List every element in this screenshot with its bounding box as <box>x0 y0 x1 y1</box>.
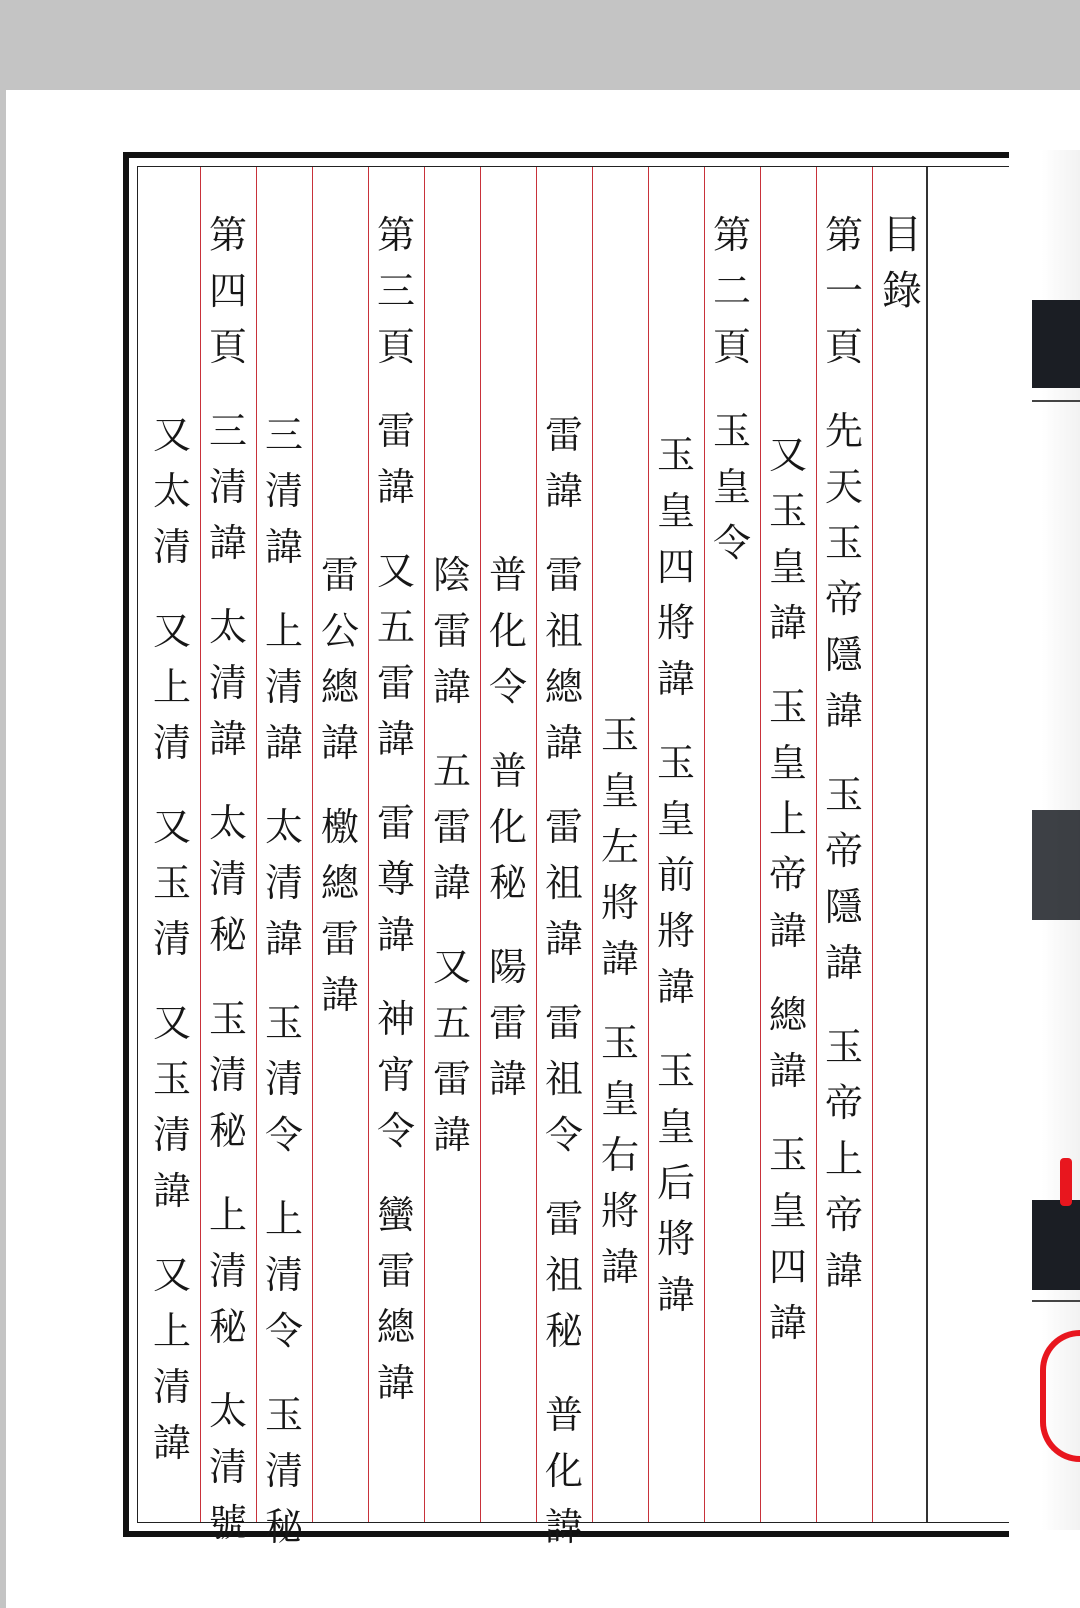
toc-char: 玉 <box>768 489 807 533</box>
entry-gap <box>816 991 872 1019</box>
toc-char: 陽 <box>488 945 527 989</box>
entry-gap <box>256 1359 312 1387</box>
toc-char: 令 <box>264 1113 303 1157</box>
toc-char: 總 <box>320 665 359 709</box>
toc-char: 諱 <box>600 937 639 981</box>
entry-gap <box>536 519 592 547</box>
toc-char: 太 <box>152 469 191 513</box>
toc-char: 令 <box>544 1113 583 1157</box>
column-rule <box>926 167 928 1522</box>
toc-char: 帝 <box>824 1193 863 1237</box>
toc-char: 又 <box>152 1001 191 1045</box>
toc-char: 化 <box>544 1449 583 1493</box>
toc-char: 三 <box>208 409 247 453</box>
toc-char: 祖 <box>544 1057 583 1101</box>
toc-char: 諱 <box>544 1505 583 1549</box>
toc-char: 諱 <box>432 665 471 709</box>
entry-gap <box>256 771 312 799</box>
toc-char: 諱 <box>320 721 359 765</box>
toc-char: 祖 <box>544 861 583 905</box>
toc-char: 化 <box>488 805 527 849</box>
toc-char: 秘 <box>544 1309 583 1353</box>
binding-line <box>1032 400 1080 402</box>
toc-char: 清 <box>264 861 303 905</box>
toc-char: 雷 <box>320 553 359 597</box>
toc-char: 玉 <box>600 713 639 757</box>
toc-column-2 <box>760 427 816 1351</box>
toc-char: 皇 <box>768 741 807 785</box>
toc-char: 隱 <box>824 885 863 929</box>
toc-char: 諱 <box>376 465 415 509</box>
toc-char: 諱 <box>376 717 415 761</box>
toc-char: 令 <box>712 521 751 565</box>
toc-char: 諱 <box>320 973 359 1017</box>
toc-char: 諱 <box>208 717 247 761</box>
toc-char: 雷 <box>544 805 583 849</box>
toc-char: 諱 <box>600 1245 639 1289</box>
toc-char: 諱 <box>544 917 583 961</box>
toc-char: 頁 <box>712 325 751 369</box>
toc-char: 又 <box>152 1253 191 1297</box>
toc-char: 秘 <box>264 1505 303 1549</box>
toc-char: 令 <box>264 1309 303 1353</box>
toc-char: 諱 <box>768 1301 807 1345</box>
toc-char: 諱 <box>768 1049 807 1093</box>
toc-char: 祖 <box>544 609 583 653</box>
toc-char: 清 <box>152 525 191 569</box>
entry-gap <box>368 963 424 991</box>
toc-char: 雷 <box>376 409 415 453</box>
toc-char: 皇 <box>600 1077 639 1121</box>
toc-column-9 <box>368 207 424 1411</box>
toc-char: 將 <box>600 1189 639 1233</box>
toc-char: 頁 <box>208 325 247 369</box>
toc-char: 右 <box>600 1133 639 1177</box>
toc-char: 諱 <box>656 657 695 701</box>
toc-char: 清 <box>264 1449 303 1493</box>
toc-char: 諱 <box>824 941 863 985</box>
toc-char: 玉 <box>152 1057 191 1101</box>
binding-margin <box>1032 150 1080 1530</box>
entry-gap <box>312 771 368 799</box>
toc-char: 玉 <box>712 409 751 453</box>
toc-char: 雷 <box>544 1197 583 1241</box>
toc-char: 雷 <box>544 413 583 457</box>
page-sheet <box>6 90 1080 1608</box>
toc-char: 諱 <box>824 689 863 733</box>
toc-char: 雷 <box>432 805 471 849</box>
toc-column-6 <box>536 407 592 1555</box>
toc-char: 又 <box>152 805 191 849</box>
toc-char: 諱 <box>824 1249 863 1293</box>
toc-char: 宵 <box>376 1053 415 1097</box>
entry-gap <box>480 911 536 939</box>
toc-char: 蠻 <box>376 1193 415 1237</box>
toc-char: 又 <box>152 413 191 457</box>
toc-char: 普 <box>544 1393 583 1437</box>
entry-gap <box>200 571 256 599</box>
toc-char: 皇 <box>656 797 695 841</box>
toc-char: 前 <box>656 853 695 897</box>
entry-gap <box>536 1163 592 1191</box>
entry-gap <box>760 1099 816 1127</box>
entry-gap <box>368 1159 424 1187</box>
entry-gap <box>256 1163 312 1191</box>
entry-gap <box>200 767 256 795</box>
entry-gap <box>648 1015 704 1043</box>
toc-char: 清 <box>208 465 247 509</box>
entry-gap <box>200 1355 256 1383</box>
toc-char: 四 <box>768 1245 807 1289</box>
toc-char: 總 <box>320 861 359 905</box>
entry-gap <box>144 1219 200 1247</box>
toc-column-13 <box>144 407 200 1471</box>
toc-column-5 <box>592 707 648 1295</box>
toc-char: 普 <box>488 553 527 597</box>
toc-column-4 <box>648 427 704 1323</box>
toc-char: 總 <box>544 665 583 709</box>
toc-char: 諱 <box>488 1057 527 1101</box>
toc-char: 清 <box>152 1365 191 1409</box>
toc-char: 將 <box>656 601 695 645</box>
toc-char: 普 <box>488 749 527 793</box>
toc-char: 上 <box>264 609 303 653</box>
entry-gap <box>200 1159 256 1187</box>
entry-gap <box>368 515 424 543</box>
toc-char: 二 <box>712 269 751 313</box>
toc-char: 玉 <box>264 1001 303 1045</box>
toc-char: 帝 <box>824 829 863 873</box>
toc-char: 上 <box>768 797 807 841</box>
toc-char: 上 <box>152 1309 191 1353</box>
toc-char: 清 <box>208 857 247 901</box>
toc-column-10 <box>312 547 368 1023</box>
toc-char: 秘 <box>208 913 247 957</box>
toc-char: 令 <box>488 665 527 709</box>
entry-gap <box>816 739 872 767</box>
toc-char: 上 <box>264 1197 303 1241</box>
toc-char: 又 <box>376 549 415 593</box>
entry-gap <box>760 651 816 679</box>
toc-column-11 <box>256 407 312 1555</box>
toc-char: 號 <box>208 1501 247 1545</box>
toc-char: 皇 <box>768 545 807 589</box>
toc-char: 神 <box>376 997 415 1041</box>
toc-char: 諱 <box>152 1421 191 1465</box>
toc-char: 玉 <box>656 1049 695 1093</box>
toc-char: 清 <box>208 661 247 705</box>
toc-char: 清 <box>208 1249 247 1293</box>
red-seal-stamp <box>1040 1330 1080 1462</box>
binding-band <box>1032 300 1080 388</box>
toc-char: 將 <box>656 1217 695 1261</box>
toc-char: 隱 <box>824 633 863 677</box>
toc-char: 帝 <box>824 577 863 621</box>
toc-char: 玉 <box>824 1025 863 1069</box>
entry-gap <box>536 771 592 799</box>
toc-char: 諱 <box>264 917 303 961</box>
toc-char: 雷 <box>544 1001 583 1045</box>
toc-char: 諱 <box>544 469 583 513</box>
toc-char: 化 <box>488 609 527 653</box>
entry-gap <box>144 771 200 799</box>
entry-gap <box>200 963 256 991</box>
toc-char: 太 <box>208 605 247 649</box>
entry-gap <box>144 575 200 603</box>
toc-char: 太 <box>264 805 303 849</box>
toc-column-8 <box>424 547 480 1163</box>
toc-char: 諱 <box>376 913 415 957</box>
toc-char: 雷 <box>544 553 583 597</box>
toc-char: 先 <box>824 409 863 453</box>
heading-char-2: 錄 <box>882 268 922 314</box>
toc-char: 玉 <box>208 997 247 1041</box>
toc-char: 檄 <box>320 805 359 849</box>
toc-char: 玉 <box>656 741 695 785</box>
toc-char: 皇 <box>600 769 639 813</box>
toc-char: 秘 <box>208 1305 247 1349</box>
toc-char: 清 <box>208 1053 247 1097</box>
toc-char: 太 <box>208 1389 247 1433</box>
entry-gap <box>256 967 312 995</box>
toc-char: 四 <box>656 545 695 589</box>
entry-gap <box>144 967 200 995</box>
toc-char: 諱 <box>656 965 695 1009</box>
toc-char: 雷 <box>376 801 415 845</box>
toc-char: 清 <box>152 721 191 765</box>
toc-char: 清 <box>264 1057 303 1101</box>
toc-char: 五 <box>376 605 415 649</box>
entry-gap <box>592 987 648 1015</box>
heading-char-1: 目 <box>882 212 922 258</box>
toc-char: 第 <box>208 213 247 257</box>
toc-char: 玉 <box>656 433 695 477</box>
toc-char: 玉 <box>768 685 807 729</box>
toc-char: 雷 <box>488 1001 527 1045</box>
toc-char: 秘 <box>488 861 527 905</box>
entry-gap <box>536 967 592 995</box>
toc-char: 將 <box>600 881 639 925</box>
toc-char: 清 <box>152 917 191 961</box>
toc-char: 五 <box>432 1001 471 1045</box>
toc-char: 皇 <box>712 465 751 509</box>
toc-char: 太 <box>208 801 247 845</box>
toc-column-3 <box>704 207 760 571</box>
toc-char: 清 <box>208 1445 247 1489</box>
toc-char: 皇 <box>656 1105 695 1149</box>
entry-gap <box>200 375 256 403</box>
page-border-frame <box>123 152 1009 1549</box>
toc-char: 雷 <box>432 609 471 653</box>
page-inner-frame <box>137 166 1009 1549</box>
toc-char: 玉 <box>768 1133 807 1177</box>
column-rule <box>872 167 873 1522</box>
entry-gap <box>256 575 312 603</box>
toc-column-1 <box>816 207 872 1299</box>
toc-char: 諱 <box>152 1169 191 1213</box>
toc-char: 陰 <box>432 553 471 597</box>
toc-char: 公 <box>320 609 359 653</box>
toc-char: 皇 <box>768 1189 807 1233</box>
toc-char: 上 <box>824 1137 863 1181</box>
toc-char: 帝 <box>768 853 807 897</box>
toc-char: 雷 <box>432 1057 471 1101</box>
toc-char: 玉 <box>824 773 863 817</box>
toc-char: 諱 <box>768 909 807 953</box>
toc-char: 玉 <box>600 1021 639 1065</box>
toc-char: 第 <box>824 213 863 257</box>
toc-char: 上 <box>208 1193 247 1237</box>
toc-char: 諱 <box>656 1273 695 1317</box>
toc-char: 尊 <box>376 857 415 901</box>
toc-char: 玉 <box>152 861 191 905</box>
toc-column-7 <box>480 547 536 1107</box>
toc-char: 雷 <box>376 661 415 705</box>
toc-char: 四 <box>208 269 247 313</box>
toc-char: 諱 <box>544 721 583 765</box>
toc-char: 諱 <box>264 721 303 765</box>
toc-char: 清 <box>152 1113 191 1157</box>
toc-char: 又 <box>432 945 471 989</box>
toc-char: 又 <box>768 433 807 477</box>
entry-gap <box>368 767 424 795</box>
toc-char: 秘 <box>208 1109 247 1153</box>
entry-gap <box>368 375 424 403</box>
heading-column <box>874 207 930 319</box>
toc-column-12 <box>200 207 256 1551</box>
toc-char: 諱 <box>376 1361 415 1405</box>
entry-gap <box>424 715 480 743</box>
toc-char: 上 <box>152 665 191 709</box>
entry-gap <box>424 911 480 939</box>
toc-char: 左 <box>600 825 639 869</box>
toc-char: 玉 <box>824 521 863 565</box>
toc-char: 雷 <box>320 917 359 961</box>
toc-char: 后 <box>656 1161 695 1205</box>
toc-char: 將 <box>656 909 695 953</box>
red-seal-mark <box>1060 1158 1072 1206</box>
toc-char: 諱 <box>768 601 807 645</box>
entry-gap <box>536 1359 592 1387</box>
entry-gap <box>760 959 816 987</box>
toc-char: 諱 <box>432 1113 471 1157</box>
toc-char: 清 <box>264 1253 303 1297</box>
entry-gap <box>816 375 872 403</box>
entry-gap <box>480 715 536 743</box>
toc-char: 令 <box>376 1109 415 1153</box>
toc-char: 清 <box>264 469 303 513</box>
toc-char: 三 <box>264 413 303 457</box>
entry-gap <box>704 375 760 403</box>
toc-char: 諱 <box>208 521 247 565</box>
toc-char: 玉 <box>264 1393 303 1437</box>
binding-band <box>1032 1200 1080 1290</box>
toc-char: 帝 <box>824 1081 863 1125</box>
toc-char: 諱 <box>432 861 471 905</box>
toc-char: 雷 <box>376 1249 415 1293</box>
binding-band <box>1032 810 1080 920</box>
toc-char: 頁 <box>824 325 863 369</box>
toc-char: 清 <box>264 665 303 709</box>
toc-char: 頁 <box>376 325 415 369</box>
entry-gap <box>648 707 704 735</box>
binding-line <box>1032 1300 1080 1302</box>
toc-char: 五 <box>432 749 471 793</box>
toc-char: 第 <box>712 213 751 257</box>
toc-char: 一 <box>824 269 863 313</box>
toc-char: 三 <box>376 269 415 313</box>
toc-char: 諱 <box>264 525 303 569</box>
toc-char: 皇 <box>656 489 695 533</box>
toc-char: 天 <box>824 465 863 509</box>
toc-char: 總 <box>768 993 807 1037</box>
toc-char: 第 <box>376 213 415 257</box>
toc-char: 總 <box>376 1305 415 1349</box>
toc-char: 又 <box>152 609 191 653</box>
toc-char: 祖 <box>544 1253 583 1297</box>
